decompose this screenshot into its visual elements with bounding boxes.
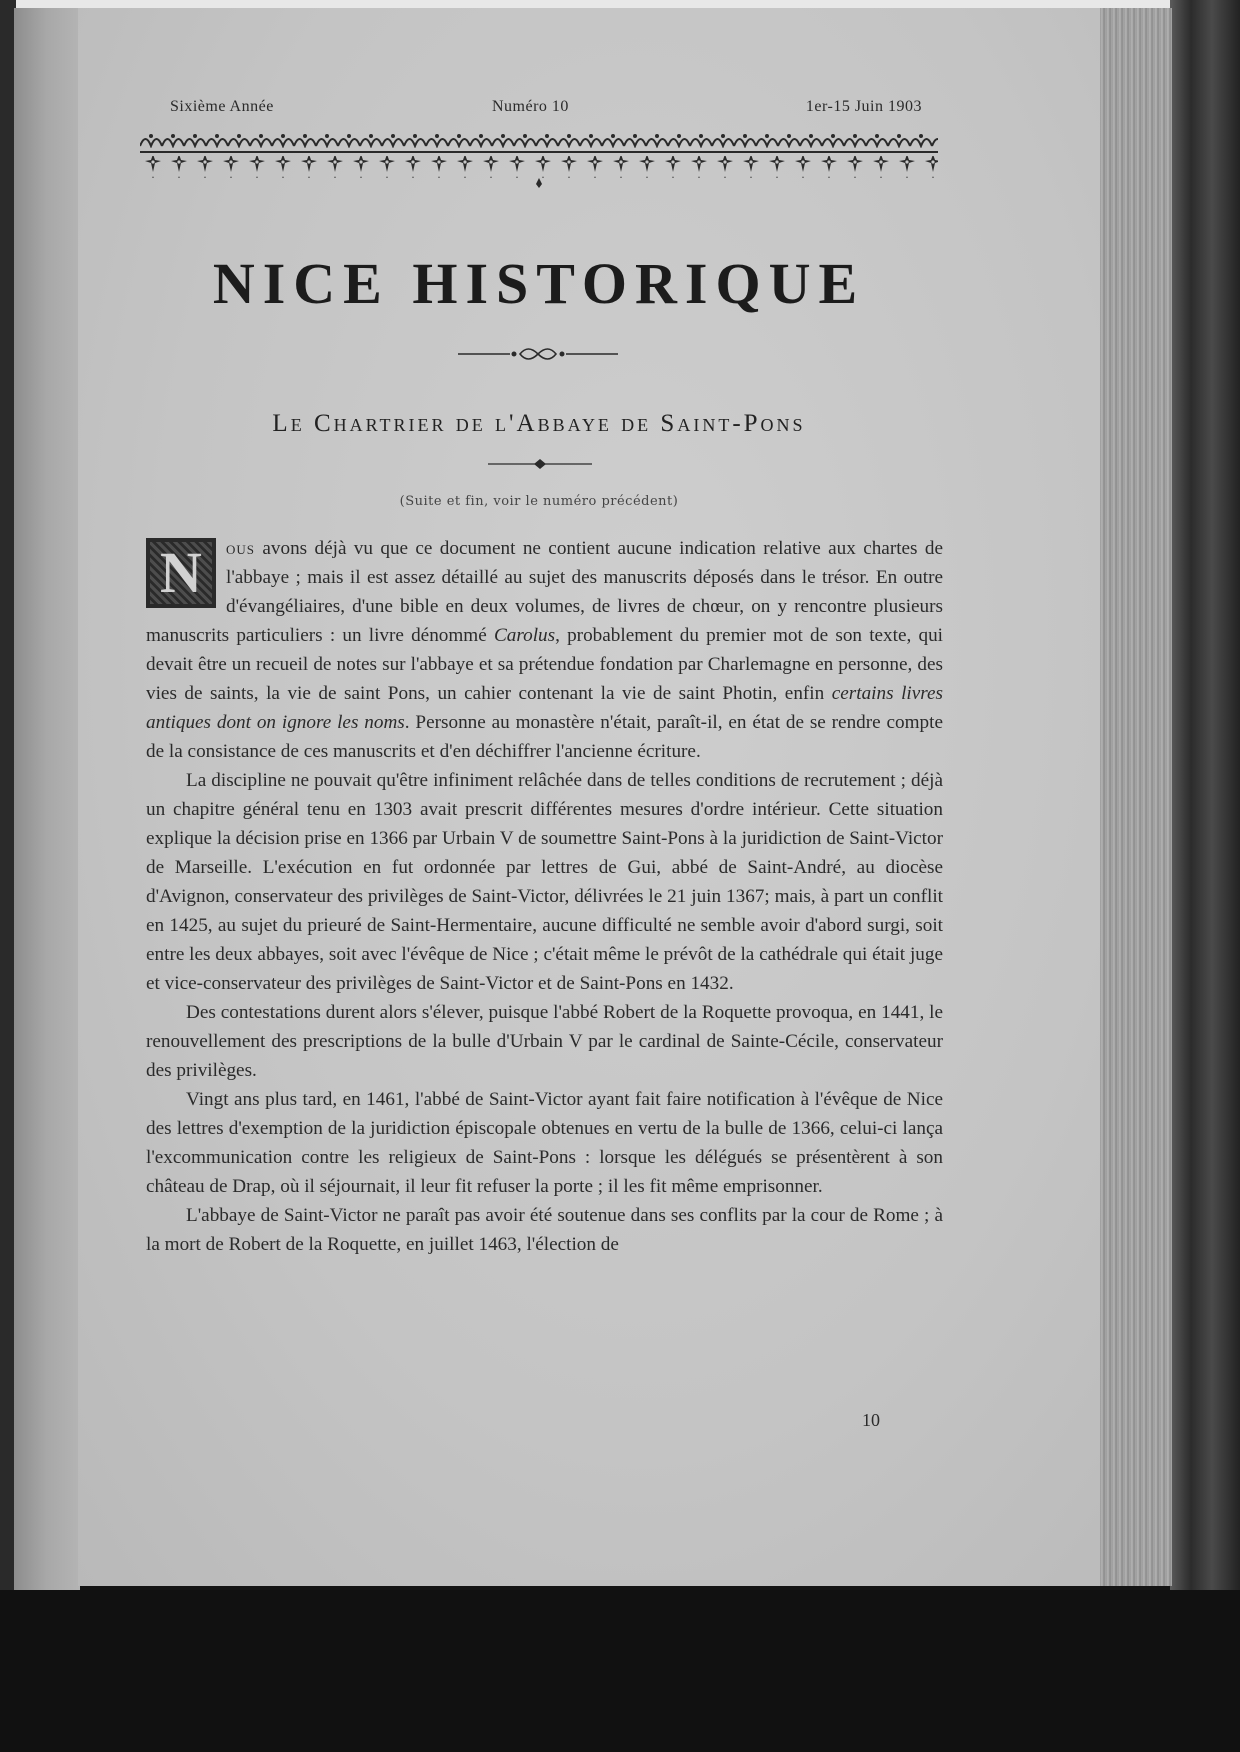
paragraph-1 — [146, 534, 943, 766]
article-title: Le Chartrier de l'Abbaye de Saint-Pons — [272, 410, 806, 437]
book-binding — [1170, 0, 1240, 1590]
italic-quote: certains livres antiques dont on ignore les noms — [146, 683, 944, 733]
page-title: NICE HISTORIQUE — [212, 251, 866, 316]
header-issue-number: Numéro 10 — [492, 98, 569, 115]
drop-cap-letter: N — [150, 542, 212, 604]
paragraph-2: La discipline ne pouvait qu'être infiniment relâchée dans de telles conditions de recrutement ; déjà un chapitre général tenu en 1303 avait prescrit différentes mesures d'ordre intérieur. Cette situation explique la décision prise en 1366 par Urbain V de soumettre Saint-Pons à la juridiction de Saint-Victor de Marseille. L'exécution en fut ordonnée par lettres de Gui, abbé de Saint-André, au diocèse d'Avignon, conservateur des privilèges de Saint-Victor, délivrées le 21 juin 1367; mais, à part un conflit en 1425, au sujet du prieuré de Saint-Hermentaire, aucune difficulté ne semble avoir d'abord surgi, soit entre les deux abbayes, soit avec l'évêque de Nice ; c'était même le prévôt de la cathédrale qui était juge et vice-conservateur des privilèges de Saint-Victor et de Saint-Pons en 1432. — [146, 770, 943, 994]
paragraph-1-text-b: , probablement du premier mot de son texte, qui devait être un recueil de notes sur l'abbaye et sa prétendue fondation par Charlemagne en personne, des vies de saints, la vie de saint Pons, un cahier contenant la vie de saint Photin, enfin — [146, 625, 944, 704]
page-stack-edge — [1100, 8, 1172, 1586]
left-page-edge — [14, 8, 80, 1592]
drop-cap-initial — [146, 538, 216, 608]
paragraph-1-text-a: avons déjà vu que ce document ne contient aucune indication relative aux chartes de l'abbaye ; mais il est assez détaillé au sujet des manuscrits déposés dans le trésor. En outre d'évangéliaires, d'une bible en deux volumes, de livres de chœur, on y rencontre plusieurs manuscrits particuliers : un livre dénommé — [146, 538, 943, 646]
decorative-border-ornament — [140, 130, 938, 188]
running-header — [170, 98, 922, 122]
paragraph-5: L'abbaye de Saint-Victor ne paraît pas avoir été soutenue dans ses conflits par la cour de Rome ; à la mort de Robert de la Roquette, en juillet 1463, l'élection de — [146, 1205, 943, 1255]
opening-word: ous — [226, 538, 256, 559]
article-body — [146, 534, 943, 1259]
paragraph-3: Des contestations durent alors s'élever, puisque l'abbé Robert de la Roquette provoqua, en 1441, le renouvellement des prescriptions de la bulle d'Urbain V par le cardinal de Sainte-Cécile, conservateur des privilèges. — [146, 1002, 943, 1081]
scan-top-edge — [0, 0, 1240, 8]
continuation-note: (Suite et fin, voir le numéro précédent) — [399, 494, 679, 509]
header-year: Sixième Année — [170, 98, 274, 115]
italic-carolus: Carolus — [493, 625, 556, 646]
subtitle-divider-ornament — [488, 458, 592, 470]
paragraph-1-text-c: . Personne au monastère n'était, paraît-il, en état de se rendre compte de la consistance de ces manuscrits et d'en déchiffrer l'ancienne écriture. — [146, 712, 943, 762]
paragraph-4: Vingt ans plus tard, en 1461, l'abbé de Saint-Victor ayant fait faire notification à l'évêque de Nice des lettres d'exemption de la juridiction épiscopale obtenues en vertu de la bulle de 1366, celui-ci lança l'excommunication contre les religieux de Saint-Pons : lorsque les délégués se présentèrent à son château de Drap, où il séjournait, il leur fit refuser la porte ; il les fit même emprisonner. — [146, 1089, 943, 1197]
scan-bottom-edge — [0, 1590, 1240, 1752]
page-number: 10 — [862, 1410, 880, 1430]
title-divider-ornament — [458, 344, 618, 364]
header-date: 1er-15 Juin 1903 — [805, 98, 922, 115]
